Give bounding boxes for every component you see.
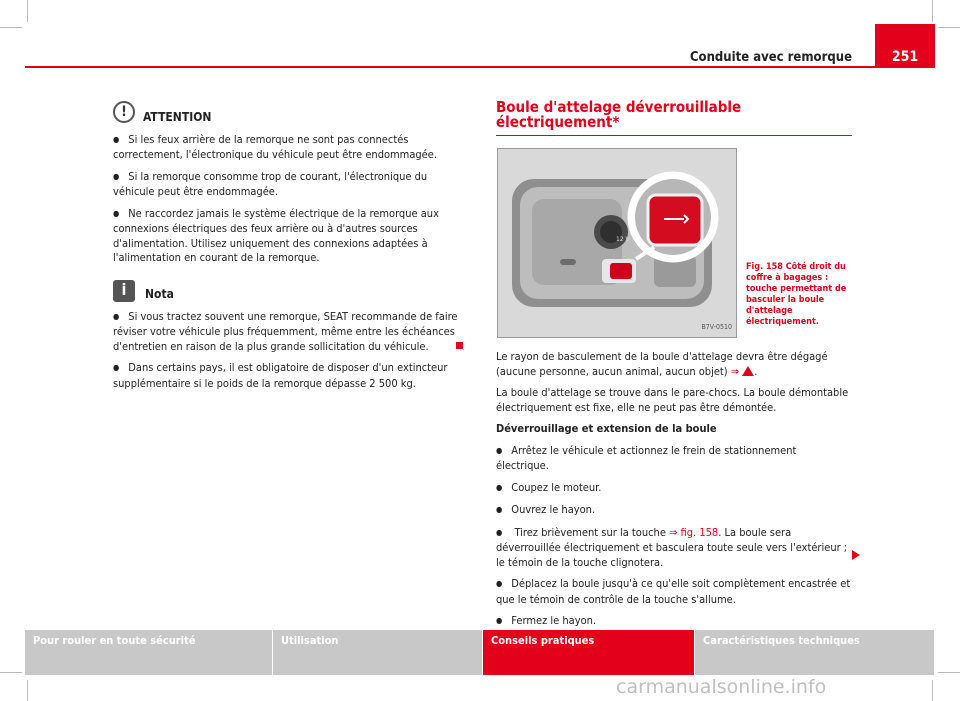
section-title: Boule d'attelage déverrouillable électriquement* [496, 100, 852, 136]
tab-caracteristiques[interactable]: Caractéristiques techniques [695, 630, 935, 675]
step-text: . La boule sera déverrouillée électriquement et basculera toute seule vers l'extérieur ; le témoin de la touche clignotera. [496, 525, 848, 569]
warning-item: ● Si la remorque consomme trop de courant, l'électronique du véhicule peut être endommagée. [113, 170, 470, 200]
crop-mark [932, 680, 933, 701]
figure-caption: Fig. 158 Côté droit du coffre à bagages : touche permettant de basculer la boule d'attelage électriquement. [746, 262, 847, 327]
warning-item: ● Ne raccordez jamais le système électrique de la remorque aux connexions électriques des feux arrière ou à d'autres sources d'alimentation. Utilisez uniquement des connexions adaptées à l'alimentation en courant de la remorque. [113, 207, 470, 266]
warning-item: ● Si les feux arrière de la remorque ne sont pas connectés correctement, l'électronique du véhicule peut être endommagée. [113, 133, 470, 163]
page-number: 251 [891, 49, 919, 65]
note-item: ● Si vous tractez souvent une remorque, SEAT recommande de faire réviser votre véhicule plus fréquemment, même entre les échéances d'entretien en raison de la plus grande sollicitation du véhicule. [113, 310, 470, 355]
paragraph-text: Le rayon de basculement de la boule d'attelage devra être dégagé (aucune personne, aucun animal, aucun objet) [496, 350, 828, 378]
figure-code: B7V-0510 [701, 322, 732, 331]
warning-title: ATTENTION [143, 110, 212, 124]
section-end-mark [456, 342, 463, 349]
warning-icon: ! [113, 101, 135, 123]
crop-mark [0, 27, 22, 28]
note-header [113, 280, 470, 302]
note-item: ● Dans certains pays, il est obligatoire de disposer d'un extincteur supplémentaire si le poids de la remorque dépasse 2 500 kg. [113, 361, 470, 391]
step-item: ● Arrêtez le véhicule et actionnez le frein de stationnement électrique. [496, 444, 852, 474]
body-text [496, 350, 852, 630]
crop-mark [27, 0, 28, 22]
running-title: Conduite avec remorque [689, 50, 852, 65]
step-item: ● Ouvrez le hayon. [496, 503, 852, 519]
crop-mark [27, 680, 28, 701]
subheading: Déverrouillage et extension de la boule [496, 422, 717, 435]
crop-mark [932, 0, 933, 22]
paragraph: Le rayon de basculement de la boule d'attelage devra être dégagé (aucune personne, aucun animal, aucun objet) ⇒ . [496, 350, 828, 378]
tab-conseils[interactable]: Conseils pratiques [483, 630, 695, 675]
note-title: Nota [145, 287, 174, 301]
continue-arrow-icon [852, 550, 860, 560]
watermark: carmanualsonline.info [616, 676, 827, 698]
header-rule [25, 66, 935, 68]
warning-header [113, 100, 470, 125]
warning-triangle-icon [742, 366, 754, 376]
step-item [496, 526, 852, 571]
step-text: Tirez brièvement sur la touche [514, 525, 666, 539]
warning-ref-link[interactable]: ⇒ [730, 364, 740, 378]
step-item: ● Coupez le moteur. [496, 481, 852, 497]
crop-mark [938, 672, 960, 673]
right-column [496, 100, 852, 637]
tab-securite[interactable]: Pour rouler en toute sécurité [25, 630, 273, 675]
crop-mark [938, 27, 960, 28]
step-item: ● Déplacez la boule jusqu'à ce qu'elle soit complètement encastrée et que le témoin de contrôle de la touche s'allume. [496, 577, 852, 607]
paragraph: La boule d'attelage se trouve dans le pare-chocs. La boule démontable électriquement est fixe, elle ne peut pas être démontée. [496, 386, 849, 414]
left-column [113, 100, 470, 398]
tab-utilisation[interactable]: Utilisation [273, 630, 483, 675]
figure-trunk-button [497, 148, 737, 338]
socket-label: 12 V [616, 236, 630, 243]
trunk-panel-illustration [498, 149, 736, 337]
step-item: ● Fermez le hayon. [496, 614, 852, 630]
crop-mark [0, 672, 22, 673]
figure-ref-link[interactable]: ⇒ fig. 158 [669, 525, 719, 539]
info-icon: i [113, 280, 135, 302]
footer-nav [25, 630, 935, 675]
